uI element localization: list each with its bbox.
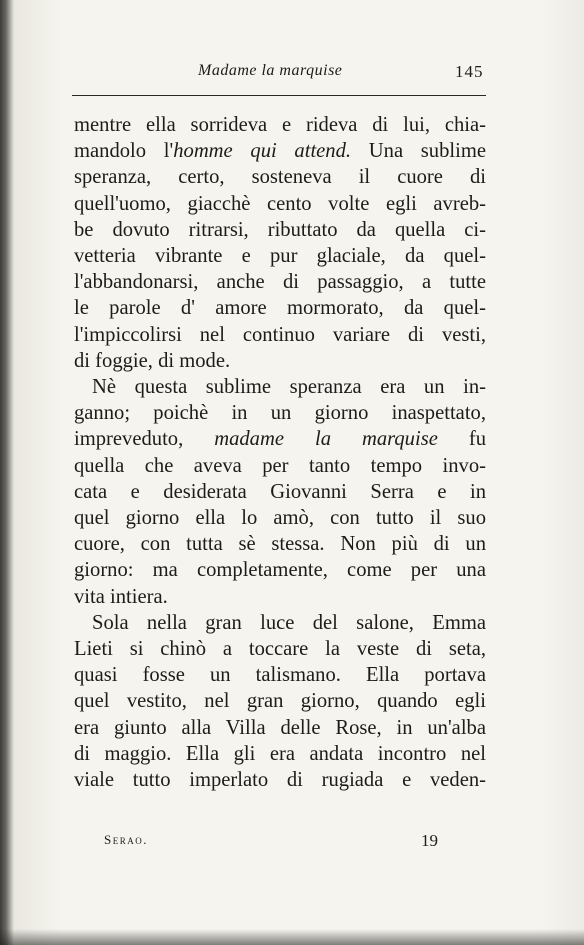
text-segment: Nè questa sublime speranza era un in- bbox=[92, 376, 486, 399]
body-text bbox=[74, 112, 486, 793]
text-line bbox=[74, 426, 486, 452]
italic-text: homme qui attend. bbox=[173, 140, 352, 163]
text-segment: mandolo l' bbox=[74, 140, 174, 163]
text-segment: di maggio. Ella gli era andata incontro nel bbox=[74, 742, 486, 765]
text-line bbox=[74, 295, 486, 321]
text-segment: fu bbox=[437, 428, 486, 451]
text-line bbox=[74, 374, 486, 400]
text-segment: ganno; poichè in un giorno inaspettato, bbox=[74, 402, 486, 425]
text-line bbox=[74, 767, 486, 793]
text-line bbox=[74, 479, 486, 505]
text-segment: di foggie, di mode. bbox=[74, 349, 231, 372]
page-footer bbox=[0, 826, 584, 856]
text-line bbox=[74, 191, 486, 217]
text-line bbox=[74, 715, 486, 741]
page-number: 145 bbox=[455, 62, 484, 81]
text-segment: cata e desiderata Giovanni Serra e in bbox=[74, 480, 486, 503]
text-segment: viale tutto imperlato di rugiada e veden- bbox=[74, 769, 486, 792]
text-line bbox=[74, 557, 486, 583]
text-line bbox=[74, 636, 486, 662]
text-segment: quell'uomo, giacchè cento volte egli avreb- bbox=[74, 192, 486, 215]
text-line bbox=[74, 400, 486, 426]
text-line bbox=[74, 688, 486, 714]
signature-mark: Serao. bbox=[104, 832, 148, 847]
italic-text: madame la marquise bbox=[214, 428, 438, 451]
text-segment: le parole d' amore mormorato, da quel- bbox=[74, 297, 486, 320]
text-line bbox=[74, 505, 486, 531]
text-segment: quel giorno ella lo amò, con tutto il suo bbox=[74, 507, 486, 530]
text-line bbox=[74, 269, 486, 295]
text-line bbox=[74, 243, 486, 269]
text-line bbox=[74, 531, 486, 557]
signature-number: 19 bbox=[421, 831, 438, 850]
text-segment: quasi fosse un talismano. Ella portava bbox=[74, 664, 486, 687]
text-segment: speranza, certo, sosteneva il cuore di bbox=[74, 166, 486, 189]
text-segment: giorno: ma completamente, come per una bbox=[74, 559, 486, 582]
text-segment: Una sublime bbox=[351, 140, 486, 163]
text-line bbox=[74, 348, 486, 374]
text-segment: Sola nella gran luce del salone, Emma bbox=[92, 611, 486, 634]
page-edge-shadow bbox=[0, 929, 584, 945]
text-segment: l'impiccolirsi nel continuo variare di vesti, bbox=[74, 323, 486, 346]
header-rule bbox=[72, 95, 486, 96]
text-segment: l'abbandonarsi, anche di passaggio, a tutte bbox=[74, 271, 486, 294]
page-header bbox=[0, 58, 584, 88]
text-segment: mentre ella sorrideva e rideva di lui, chia- bbox=[74, 114, 486, 136]
text-line bbox=[74, 217, 486, 243]
text-line bbox=[74, 138, 486, 164]
text-line bbox=[74, 112, 486, 138]
text-line bbox=[74, 662, 486, 688]
text-line bbox=[74, 741, 486, 767]
text-line bbox=[74, 610, 486, 636]
text-line bbox=[74, 584, 486, 610]
text-segment: quella che aveva per tanto tempo invo- bbox=[74, 454, 486, 477]
text-segment: quel vestito, nel gran giorno, quando egli bbox=[74, 690, 486, 713]
text-segment: era giunto alla Villa delle Rose, in un'alba bbox=[74, 716, 486, 739]
text-segment: vita intiera. bbox=[74, 585, 168, 608]
text-line bbox=[74, 164, 486, 190]
text-segment: vetteria vibrante e pur glaciale, da quel- bbox=[74, 245, 486, 268]
text-line bbox=[74, 322, 486, 348]
text-segment: impreveduto, bbox=[74, 428, 215, 451]
text-segment: cuore, con tutta sè stessa. Non più di un bbox=[74, 533, 486, 556]
text-segment: Lieti si chinò a toccare la veste di seta, bbox=[74, 638, 486, 661]
text-line bbox=[74, 453, 486, 479]
running-title: Madame la marquise bbox=[198, 62, 343, 79]
text-segment: be dovuto ritrarsi, ributtato da quella ci- bbox=[74, 218, 486, 241]
